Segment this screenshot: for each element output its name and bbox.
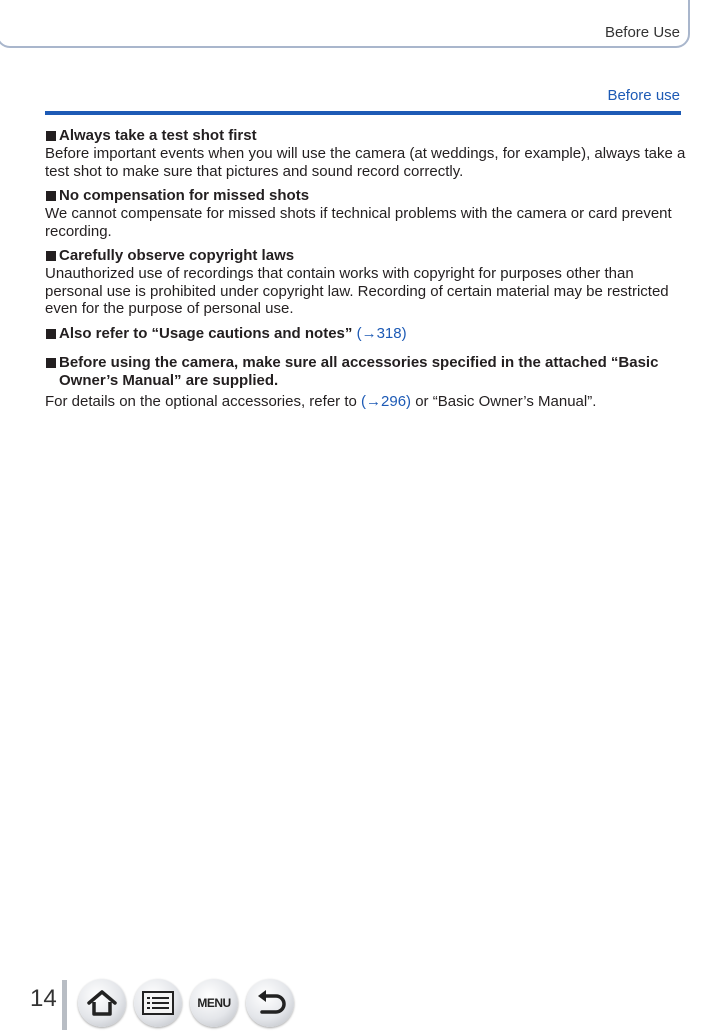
chapter-label: Before Use — [604, 24, 680, 41]
item-heading: Always take a test shot first — [45, 127, 690, 145]
list-item — [45, 354, 690, 411]
item-heading: Carefully observe copyright laws — [45, 247, 690, 265]
header-tab-frame — [0, 0, 690, 48]
item-body: Unauthorized use of recordings that contain works with copyright for purposes other than personal use is prohibited under copyright law. Recording of certain material may be restricted even for the purpose of personal use. — [45, 265, 669, 317]
item-heading: No compensation for missed shots — [45, 187, 690, 205]
home-button[interactable] — [78, 979, 126, 1027]
footer-divider — [62, 980, 67, 1030]
item-body: Before important events when you will use the camera (at weddings, for example), always take a test shot to make sure that pictures and sound record correctly. — [45, 145, 686, 180]
bullet-square-icon — [46, 329, 56, 339]
item-heading: Also refer to “Usage cautions and notes” (→318) — [45, 325, 690, 343]
content — [45, 127, 690, 417]
contents-button[interactable] — [134, 979, 182, 1027]
item-body: We cannot compensate for missed shots if technical problems with the camera or card prevent recording. — [45, 205, 672, 240]
list-item — [45, 187, 690, 240]
bullet-square-icon — [46, 131, 56, 141]
list-item — [45, 127, 690, 180]
back-button[interactable] — [246, 979, 294, 1027]
back-icon — [253, 988, 287, 1018]
bullet-square-icon — [46, 191, 56, 201]
cross-reference-link[interactable]: (→296) — [361, 392, 412, 410]
list-item — [45, 247, 690, 318]
contents-list-icon — [141, 990, 175, 1016]
section-divider — [45, 111, 681, 115]
item-body: For details on the optional accessories, refer to (→296) or “Basic Owner’s Manual”. — [45, 392, 597, 410]
menu-icon: MENU — [197, 996, 231, 1010]
bullet-square-icon — [46, 358, 56, 368]
bullet-square-icon — [46, 251, 56, 261]
cross-reference-link[interactable]: (→318) — [356, 324, 407, 342]
list-item — [45, 325, 690, 343]
home-icon — [85, 988, 119, 1018]
item-heading: Before using the camera, make sure all accessories specified in the attached “Basic Owner’s Manual” are supplied. — [45, 354, 690, 390]
page-number: 14 — [30, 985, 57, 1012]
section-title: Before use — [607, 87, 680, 104]
menu-button[interactable] — [190, 979, 238, 1027]
